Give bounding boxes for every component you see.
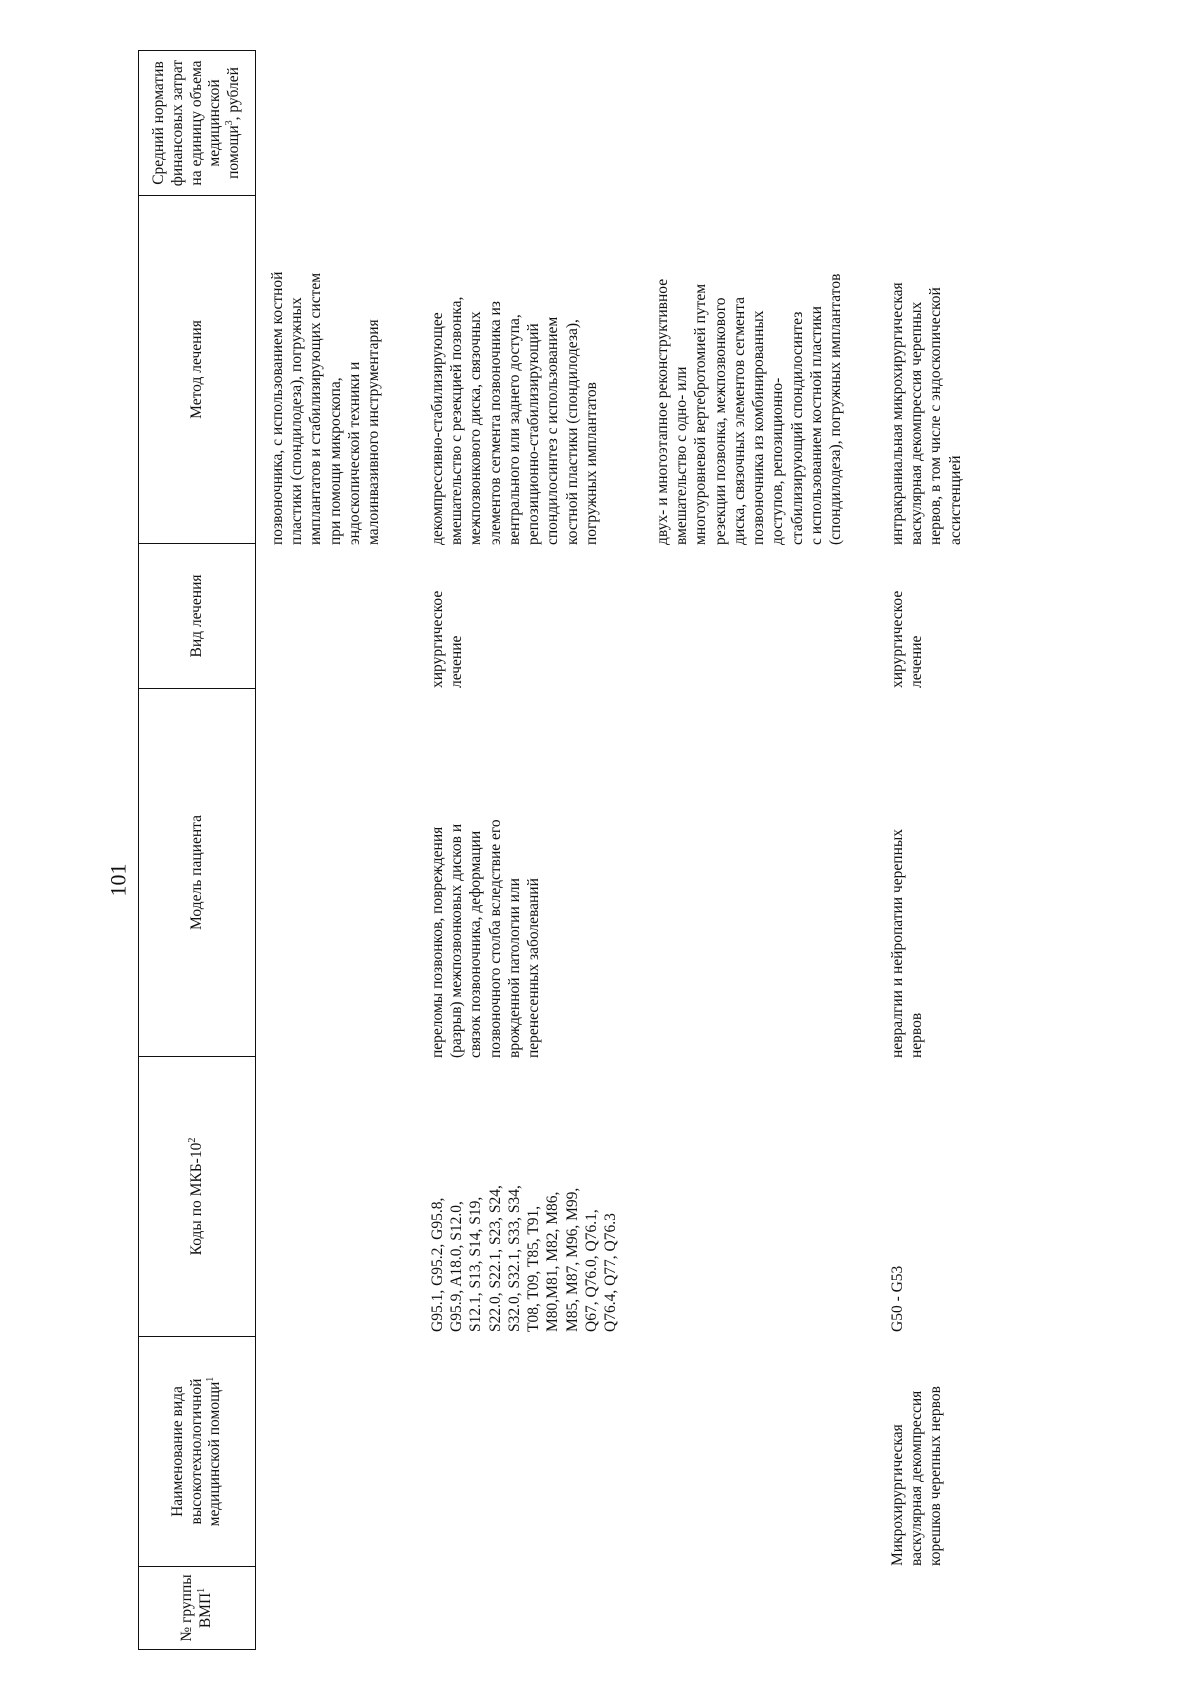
header-average-cost-suffix: , рублей [225, 67, 243, 121]
header-average-cost [139, 51, 255, 196]
row1-treatment-method: декомпрессивно-стабилизирующее вмешательство с резекцией позвонка, межпозвонкового диска, связочных элементов сегмента позвоночника из вентрального или заднего доступа, репозиционно-стабилизирующий спондилосинтез с использованием костной пластики (спондилодеза), погружных имплантатов [429, 296, 600, 545]
rotated-table-sheet [138, 50, 1038, 1650]
header-treatment-type [139, 544, 255, 689]
footnote-ref-1: 1 [195, 1587, 207, 1593]
header-patient-model [139, 689, 255, 1057]
row1-treatment-type: хирургическое лечение [429, 590, 466, 688]
header-treatment-type-text: Вид лечения [187, 574, 205, 658]
table-header-row [138, 50, 256, 1650]
row3-vmp-name: Микрохирургическая васкулярная декомпрессия корешков черепных нервов [889, 1386, 945, 1566]
row1-icd-codes: G95.1, G95.2, G95.8, G95.9, A18.0, S12.0, S12.1, S13, S14, S19, S22.0, S22.1, S23, S24, S32.0, S32.1, S33, S34, T08, T09, T85, T91, M80,M81, M82, M86, M85, M87, M96, M99, Q67, Q76.0, Q76.1, Q76.4, Q77, Q76.3 [429, 1185, 619, 1332]
header-group-number [139, 1567, 255, 1649]
row3-patient-model: невралгии и нейропатии черепных нервов [889, 828, 926, 1058]
header-average-cost-text: Средний норматив финансовых затрат на единицу объема медицинской помощи [149, 59, 243, 187]
row1-patient-model: переломы позвонков, повреждения (разрыв) межпозвонковых дисков и связок позвоночника, деформации позвоночного столба вследствие его врожденной патологии или перенесенных заболеваний [429, 819, 543, 1058]
page-number-text: 101 [105, 863, 130, 897]
footnote-ref-1b: 1 [205, 1376, 217, 1382]
header-patient-model-text: Модель пациента [187, 815, 205, 930]
header-group-number-text: № группы ВМП [178, 1574, 214, 1642]
header-treatment-method-text: Метод лечения [187, 320, 205, 419]
page-number [98, 845, 138, 915]
row0-method: позвоночника, с использованием костной пластики (спондилодеза), погружных имплантатов и стабилизирующих систем при помощи микроскопа, эндоскопической техники и малоинвазивного инструментария [269, 271, 383, 545]
footnote-ref-2: 2 [186, 1137, 198, 1143]
header-treatment-method [139, 196, 255, 544]
header-icd-codes [139, 1057, 255, 1337]
row2-treatment-method: двух- и многоэтапное реконструктивное вмешательство с одно- или многоуровневой вертебротомией путем резекции позвонка, межпозвонкового диска, связочных элементов сегмента позвоночника из комбинированных доступов, репозиционно- стабилизирующий спондилосинтез с использованием костной пластики (спондилодеза), погружных имплантатов [654, 273, 844, 545]
footnote-ref-3: 3 [224, 120, 236, 126]
row3-treatment-method: интракраниальная микрохирургическая васкулярная декомпрессия черепных нервов, в том числе с эндоскопической ассистенцией [889, 282, 964, 545]
row3-icd-codes: G50 - G53 [889, 1265, 906, 1332]
header-icd-codes-text: Коды по МКБ-10 [187, 1142, 205, 1256]
row3-treatment-type: хирургическое лечение [889, 590, 926, 688]
header-vmp-name-text: Наименование вида высокотехнологичной медицинской помощи [168, 1378, 224, 1527]
header-vmp-name [139, 1337, 255, 1567]
